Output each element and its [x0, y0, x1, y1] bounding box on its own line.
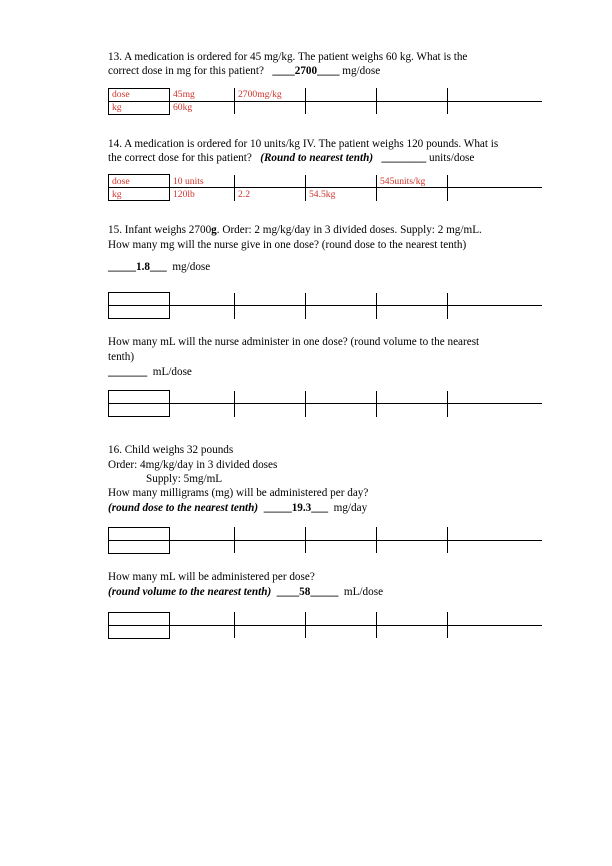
question-16-units: mg/day: [333, 501, 368, 514]
grid-cell[interactable]: 60kg: [173, 102, 193, 114]
question-15-text: [108, 223, 500, 252]
grid-cell[interactable]: [109, 612, 170, 625]
grid-cell[interactable]: [306, 175, 377, 188]
spacer: [108, 417, 500, 443]
grid-cell[interactable]: [448, 391, 543, 404]
grid-cell[interactable]: [306, 612, 377, 625]
grid-cell[interactable]: [235, 306, 306, 319]
grid-cell[interactable]: [306, 625, 377, 638]
question-15-grid[interactable]: [108, 292, 500, 319]
question-13-grid[interactable]: [108, 88, 500, 115]
grid-cell[interactable]: [448, 101, 543, 114]
grid-cell[interactable]: [235, 625, 306, 638]
grid-cell[interactable]: [377, 391, 448, 404]
grid-cell[interactable]: [235, 101, 306, 114]
grid-cell[interactable]: [306, 404, 377, 417]
question-13-answer[interactable]: ____2700____: [272, 65, 340, 78]
grid-cell[interactable]: [306, 101, 377, 114]
grid-cell[interactable]: 545units/kg: [377, 175, 448, 188]
grid-cell[interactable]: [170, 306, 235, 319]
question-13-prompt: 13. A medication is ordered for 45 mg/kg. The patient weighs 60 kg. What is the correct dose in mg for this patient?: [108, 51, 468, 78]
grid-cell[interactable]: 2700mg/kg: [235, 88, 306, 101]
grid-cell[interactable]: [306, 391, 377, 404]
grid-cell[interactable]: [109, 306, 170, 319]
grid-cell[interactable]: 2.2: [235, 188, 306, 201]
question-16-followup-text: How many mL will be administered per dose?: [108, 570, 315, 583]
grid-cell[interactable]: 54.5kg: [306, 188, 377, 201]
question-15-followup-grid[interactable]: [108, 390, 500, 417]
grid-cell[interactable]: [306, 293, 377, 306]
grid-cell[interactable]: [448, 188, 543, 201]
grid-cell[interactable]: [170, 404, 235, 417]
grid-cell[interactable]: [448, 404, 543, 417]
grid-cell[interactable]: [448, 293, 543, 306]
grid-cell[interactable]: [170, 527, 235, 540]
question-14-grid[interactable]: [108, 174, 500, 201]
question-16-grid[interactable]: [108, 527, 500, 554]
grid-cell[interactable]: [235, 527, 306, 540]
question-16-followup-answer-line: [108, 585, 500, 599]
question-14-prompt: 14. A medication is ordered for 10 units/kg IV. The patient weighs 120 pounds. What is the correct dose for this patient?: [108, 137, 499, 164]
question-15-followup-answer-line: [108, 365, 500, 379]
grid-cell[interactable]: [235, 612, 306, 625]
grid-cell[interactable]: [170, 625, 235, 638]
question-16-line-4: How many milligrams (mg) will be administered per day?: [108, 487, 369, 500]
question-15-followup-answer[interactable]: _______: [108, 365, 148, 378]
worksheet-content: [108, 50, 500, 639]
question-14-answer[interactable]: ________: [381, 151, 427, 164]
question-16-followup-answer[interactable]: ____58_____: [276, 586, 339, 599]
question-15-prompt-b: . Order: 2 mg/kg/day in 3 divided doses. Supply: 2 mg/mL. How many mg will the nurse give in one dose? (round dose to the nearest tenth): [108, 224, 482, 251]
question-16-answer-line: [108, 501, 500, 515]
grid-cell[interactable]: [109, 625, 170, 638]
grid-cell[interactable]: [377, 540, 448, 553]
grid-cell[interactable]: [170, 391, 235, 404]
question-16-followup-instruction: (round volume to the nearest tenth): [108, 586, 272, 599]
question-16-line-1: 16. Child weighs 32 pounds: [108, 444, 234, 457]
question-16-followup-grid[interactable]: [108, 612, 500, 639]
grid-cell[interactable]: [377, 88, 448, 101]
grid-cell[interactable]: [235, 175, 306, 188]
grid-cell[interactable]: [170, 540, 235, 553]
grid-cell[interactable]: [306, 306, 377, 319]
grid-cell[interactable]: [448, 175, 543, 188]
grid-cell[interactable]: [448, 540, 543, 553]
grid-cell[interactable]: kg: [109, 101, 170, 114]
grid-cell[interactable]: [377, 293, 448, 306]
question-14-units: units/dose: [428, 151, 475, 164]
grid-cell[interactable]: [235, 391, 306, 404]
question-15-followup-units: mL/dose: [152, 365, 192, 378]
question-15-followup-text: [108, 335, 500, 364]
spacer: [108, 319, 500, 335]
grid-cell[interactable]: [109, 527, 170, 540]
question-16-line-2: Order: 4mg/kg/day in 3 divided doses: [108, 458, 278, 471]
grid-cell[interactable]: [377, 404, 448, 417]
grid-cell[interactable]: [109, 540, 170, 553]
question-15-units: mg/dose: [172, 260, 211, 273]
question-16-line-3: Supply: 5mg/mL: [146, 472, 223, 485]
grid-cell[interactable]: [170, 612, 235, 625]
grid-cell[interactable]: [377, 527, 448, 540]
grid-cell[interactable]: [377, 188, 448, 201]
grid-cell[interactable]: [377, 612, 448, 625]
spacer: [108, 115, 500, 137]
grid-cell[interactable]: dose: [109, 175, 170, 188]
question-15-weight-unit: g: [211, 224, 217, 237]
grid-cell[interactable]: [306, 527, 377, 540]
spacer: [108, 201, 500, 223]
grid-cell[interactable]: [448, 612, 543, 625]
grid-cell[interactable]: [109, 391, 170, 404]
grid-cell[interactable]: [448, 306, 543, 319]
grid-cell[interactable]: [235, 293, 306, 306]
grid-cell[interactable]: [109, 293, 170, 306]
question-16-answer[interactable]: _____19.3___: [263, 501, 329, 514]
grid-cell[interactable]: [448, 625, 543, 638]
question-15-followup-prompt: How many mL will the nurse administer in one dose? (round volume to the nearest tenth): [108, 336, 480, 363]
grid-cell[interactable]: [448, 527, 543, 540]
grid-cell[interactable]: [377, 306, 448, 319]
question-15-answer[interactable]: _____1.8___: [108, 260, 167, 273]
grid-cell[interactable]: 120lb: [173, 189, 195, 201]
grid-cell[interactable]: [109, 404, 170, 417]
grid-cell[interactable]: [170, 293, 235, 306]
question-14-text: [108, 137, 500, 166]
grid-cell[interactable]: 10 units: [170, 175, 235, 188]
question-16-instruction: (round dose to the nearest tenth): [108, 501, 259, 514]
grid-cell[interactable]: [235, 540, 306, 553]
question-15-answer-line: [108, 260, 500, 274]
grid-cell[interactable]: 45mg: [170, 88, 235, 101]
question-14-instruction: (Round to nearest tenth): [260, 151, 374, 164]
grid-cell[interactable]: [377, 625, 448, 638]
grid-cell[interactable]: [377, 101, 448, 114]
question-16-followup-units: mL/dose: [343, 586, 384, 599]
grid-cell[interactable]: [306, 88, 377, 101]
grid-cell[interactable]: [235, 404, 306, 417]
grid-cell[interactable]: [306, 540, 377, 553]
question-13-units: mg/dose: [342, 65, 381, 78]
grid-cell[interactable]: dose: [109, 88, 170, 101]
spacer: [108, 554, 500, 570]
grid-cell[interactable]: kg: [109, 188, 170, 201]
question-13-text: [108, 50, 500, 79]
grid-cell[interactable]: [448, 88, 543, 101]
question-15-prompt-a: 15. Infant weighs 2700: [108, 224, 212, 237]
